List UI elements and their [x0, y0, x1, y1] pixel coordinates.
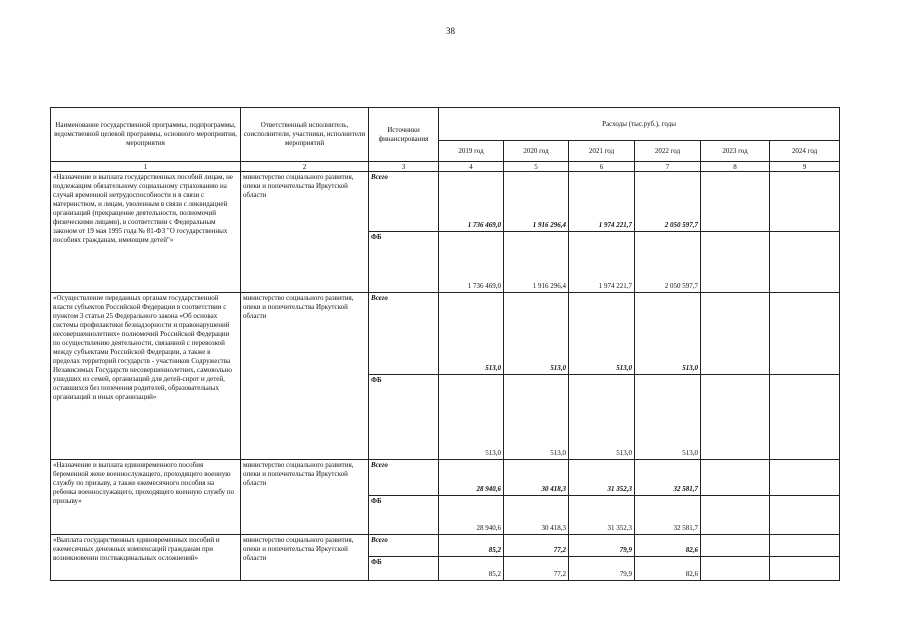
funding-source: Всего	[369, 460, 439, 496]
column-number: 7	[635, 162, 701, 172]
value-cell: 513,0	[569, 375, 635, 460]
value-cell	[770, 293, 840, 375]
value-cell	[770, 557, 840, 581]
value-cell	[701, 460, 770, 496]
measure-description: «Назначение и выплата единовременного пособия беременной жене военнослужащего, проходящего военную службу по призыву, а также ежемесячного пособия на ребенка военнослужащего, проходящего военную службу по призыву»	[51, 460, 241, 535]
value-cell: 77,2	[504, 557, 569, 581]
value-cell: 28 940,6	[439, 460, 504, 496]
value-cell: 2 050 597,7	[635, 232, 701, 293]
value-cell: 513,0	[504, 293, 569, 375]
funding-source: ФБ	[369, 557, 439, 581]
value-cell: 1 736 469,0	[439, 232, 504, 293]
value-cell: 82,6	[635, 535, 701, 557]
measure-executor: министерство социального развития, опеки и попечительства Иркутской области	[241, 293, 369, 460]
funding-source: Всего	[369, 293, 439, 375]
value-cell	[770, 232, 840, 293]
value-cell: 1 974 221,7	[569, 232, 635, 293]
value-cell: 513,0	[439, 375, 504, 460]
value-cell	[770, 496, 840, 535]
value-cell: 30 418,3	[504, 460, 569, 496]
page-number: 38	[446, 26, 455, 36]
column-number: 9	[770, 162, 840, 172]
funding-source: ФБ	[369, 232, 439, 293]
value-cell: 513,0	[635, 293, 701, 375]
column-number: 6	[569, 162, 635, 172]
value-cell: 30 418,3	[504, 496, 569, 535]
table-row	[51, 460, 840, 496]
value-cell: 513,0	[439, 293, 504, 375]
column-number: 4	[439, 162, 504, 172]
header-year: 2023 год	[701, 141, 770, 162]
value-cell: 82,6	[635, 557, 701, 581]
table-row	[51, 293, 840, 375]
value-cell	[770, 172, 840, 232]
value-cell: 32 581,7	[635, 460, 701, 496]
value-cell	[770, 535, 840, 557]
column-number: 3	[369, 162, 439, 172]
value-cell: 77,2	[504, 535, 569, 557]
column-number: 8	[701, 162, 770, 172]
expenses-table	[50, 107, 840, 581]
value-cell: 85,2	[439, 557, 504, 581]
measure-description: «Назначение и выплата государственных пособий лицам, не подлежащим обязательному социальному страхованию на случай временной нетрудоспособности и в связи с материнством, и лицам, уволенным в связи с ликвидацией организаций (прекращение деятельности, полномочий физическими лицами), в соответствии с Федеральным законом от 19 мая 1995 года № 81-ФЗ "О государственных пособиях гражданам, имеющим детей"»	[51, 172, 241, 293]
value-cell: 85,2	[439, 535, 504, 557]
value-cell: 1 736 469,0	[439, 172, 504, 232]
value-cell	[701, 293, 770, 375]
value-cell	[701, 232, 770, 293]
funding-source: Всего	[369, 172, 439, 232]
table-row	[51, 172, 840, 232]
header-year: 2024 год	[770, 141, 840, 162]
value-cell: 79,9	[569, 557, 635, 581]
measure-executor: министерство социального развития, опеки и попечительства Иркутской области	[241, 172, 369, 293]
header-year: 2021 год	[569, 141, 635, 162]
funding-source: ФБ	[369, 375, 439, 460]
value-cell	[770, 375, 840, 460]
value-cell: 513,0	[504, 375, 569, 460]
value-cell	[701, 172, 770, 232]
header-executor-column: Ответственный исполнитель, соисполнители, участники, исполнители мероприятий	[241, 108, 369, 162]
value-cell: 1 916 296,4	[504, 232, 569, 293]
value-cell	[701, 375, 770, 460]
table-row	[51, 535, 840, 557]
value-cell	[770, 460, 840, 496]
header-expenses: Расходы (тыс.руб.), годы	[439, 108, 840, 141]
measure-executor: министерство социального развития, опеки и попечительства Иркутской области	[241, 535, 369, 581]
value-cell: 1 974 221,7	[569, 172, 635, 232]
value-cell: 513,0	[635, 375, 701, 460]
header-year: 2022 год	[635, 141, 701, 162]
value-cell: 2 050 597,7	[635, 172, 701, 232]
header-year: 2020 год	[504, 141, 569, 162]
value-cell: 31 352,3	[569, 496, 635, 535]
value-cell: 28 940,6	[439, 496, 504, 535]
value-cell: 32 581,7	[635, 496, 701, 535]
value-cell: 1 916 296,4	[504, 172, 569, 232]
column-number: 1	[51, 162, 241, 172]
value-cell	[701, 496, 770, 535]
header-year: 2019 год	[439, 141, 504, 162]
value-cell: 79,9	[569, 535, 635, 557]
value-cell: 31 352,3	[569, 460, 635, 496]
funding-source: ФБ	[369, 496, 439, 535]
column-number: 5	[504, 162, 569, 172]
header-name-column: Наименование государственной программы, подпрограммы, ведомственной целевой программы, основного мероприятия, мероприятия	[51, 108, 241, 162]
value-cell	[701, 535, 770, 557]
header-source-column: Источники финансирования	[369, 108, 439, 162]
measure-description: «Выплата государственных единовременных пособий и ежемесячных денежных компенсаций гражданам при возникновении поствакцинальных осложнений»	[51, 535, 241, 581]
value-cell: 513,0	[569, 293, 635, 375]
column-number: 2	[241, 162, 369, 172]
value-cell	[701, 557, 770, 581]
measure-description: «Осуществление переданных органам государственной власти субъектов Российской Федерации в соответствии с пунктом 3 статьи 25 Федерального закона «Об основах системы профилактики безнадзорности и правонарушений несовершеннолетних» полномочий Российской Федерации по осуществлению деятельности, связанной с перевозкой между субъектами Российской Федерации, а также в пределах территорий государств - участников Содружества Независимых Государств несовершеннолетних, самовольно ушедших из семей, организаций для детей-сирот и детей, оставшихся без попечения родителей, образовательных организаций и иных организаций»	[51, 293, 241, 460]
funding-source: Всего	[369, 535, 439, 557]
measure-executor: министерство социального развития, опеки и попечительства Иркутской области	[241, 460, 369, 535]
